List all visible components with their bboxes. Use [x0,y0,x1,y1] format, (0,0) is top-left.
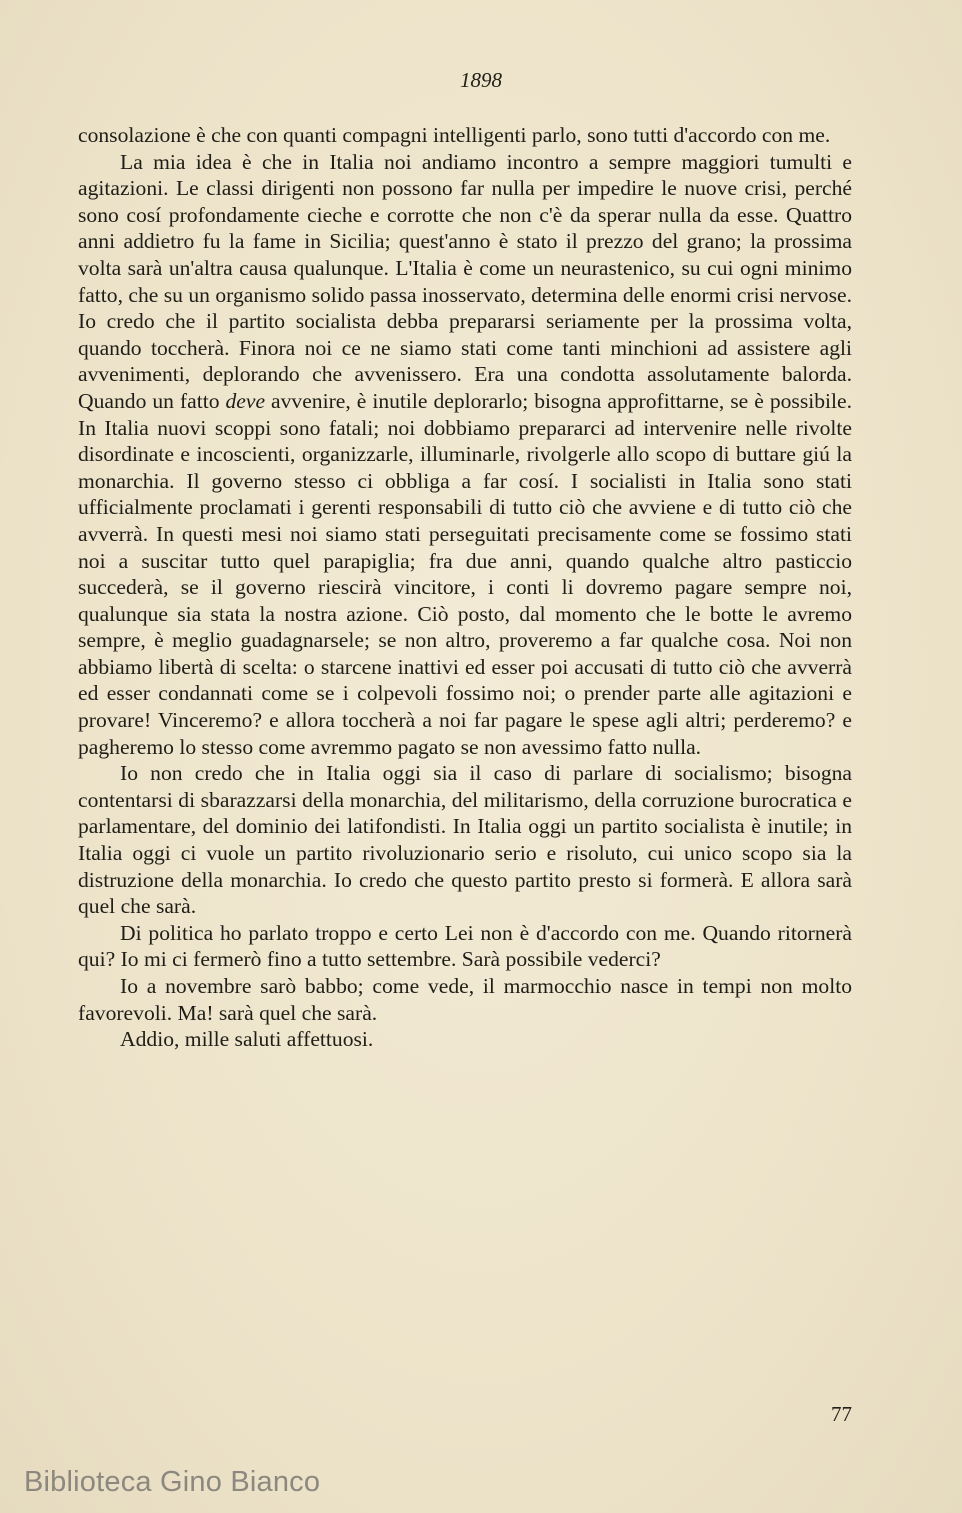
paragraph-revolution-idea-part-1: La mia idea è che in Italia noi andiamo incontro a sempre maggiori tumulti e agitazioni. Le classi dirigenti non possono far nulla per impedire le nuove crisi, perché sono cosí profondamente cieche e corrotte che non c'è da sperar nulla da esse. Quattro anni addietro fu la fame in Sicilia; quest'anno è stato il prezzo del grano; la prossima volta sarà un'altra causa qualunque. L'Italia è come un neurastenico, su cui ogni minimo fatto, che su un organismo solido passa inosservato, determina delle enormi crisi nervose. Io credo che il partito socialista debba prepararsi seriamente per la prossima volta, quando toccherà. Finora noi ce ne siamo stati come tanti minchioni ad assistere agli avvenimenti, deplorando che avvenissero. Era una condotta assolutamente balorda. Quando un fatto [78,149,852,413]
page-number: 77 [831,1402,852,1426]
paragraph-november: Io a novembre sarò babbo; come vede, il marmocchio nasce in tempi non molto favorevoli. Ma! sarà quel che sarà. [78,974,852,1025]
library-watermark: Biblioteca Gino Bianco [24,1466,321,1498]
paragraph-farewell: Addio, mille saluti affettuosi. [120,1027,374,1052]
paragraph-revolution-idea [78,149,852,761]
paragraph-continuation: consolazione è che con quanti compagni intelligenti parlo, sono tutti d'accordo con me. [78,123,831,147]
paragraph-politics: Di politica ho parlato troppo e certo Lei non è d'accordo con me. Quando ritornerà qui? Io mi ci fermerò fino a tutto settembre. Sarà possibile vederci? [78,920,852,972]
emphasis-deve: deve [225,388,266,413]
paragraph-revolution-idea-part-2: avvenire, è inutile deplorarlo; bisogna approfittarne, se è possibile. In Italia nuovi scoppi sono fatali; noi dobbiamo prepararci ad intervenire nelle rivolte disordinate e incoscienti, organizzarle, illuminarle, rivolgerle allo scopo di buttare giú la monarchia. Il governo stesso ci obbliga a far cosí. I socialisti in Italia sono stati ufficialmente proclamati i gerenti responsabili di tutto ciò che avviene e di tutto ciò che avverrà. In questi mesi noi siamo stati perseguitati precisamente come se fossimo stati noi a suscitar tutto quel parapiglia; fra due anni, quando qualche altro pasticcio succederà, se il governo riescirà vincitore, i conti li dovremo pagare sempre noi, qualunque sia stata la nostra azione. Ciò posto, dal momento che le botte le avremo sempre, è meglio guadagnarsele; se non altro, proveremo a far qualche cosa. Noi non abbiamo libertà di scelta: o starcene inattivi ed esser poi accusati di tutto ciò che avverrà ed esser condannati come se i colpevoli fossimo noi; o prender parte alle agitazioni e provare! Vinceremo? e allora toccherà a noi far pagare le spese agli altri; perderemo? e pagheremo lo stesso come avremmo pagato se non avessimo fatto nulla. [78,388,852,759]
running-head-year: 1898 [460,68,502,92]
letter-body [78,122,852,1053]
paragraph-socialism: Io non credo che in Italia oggi sia il caso di parlare di socialismo; bisogna contentarsi di sbarazzarsi della monarchia, del militarismo, della corruzione burocratica e parlamentare, del dominio dei latifondisti. In Italia oggi un partito socialista è inutile; in Italia oggi ci vuole un partito rivoluzionario serio e risoluto, cui unico scopo sia la distruzione della monarchia. Io credo che questo partito presto si formerà. E allora sarà quel che sarà. [78,761,852,919]
